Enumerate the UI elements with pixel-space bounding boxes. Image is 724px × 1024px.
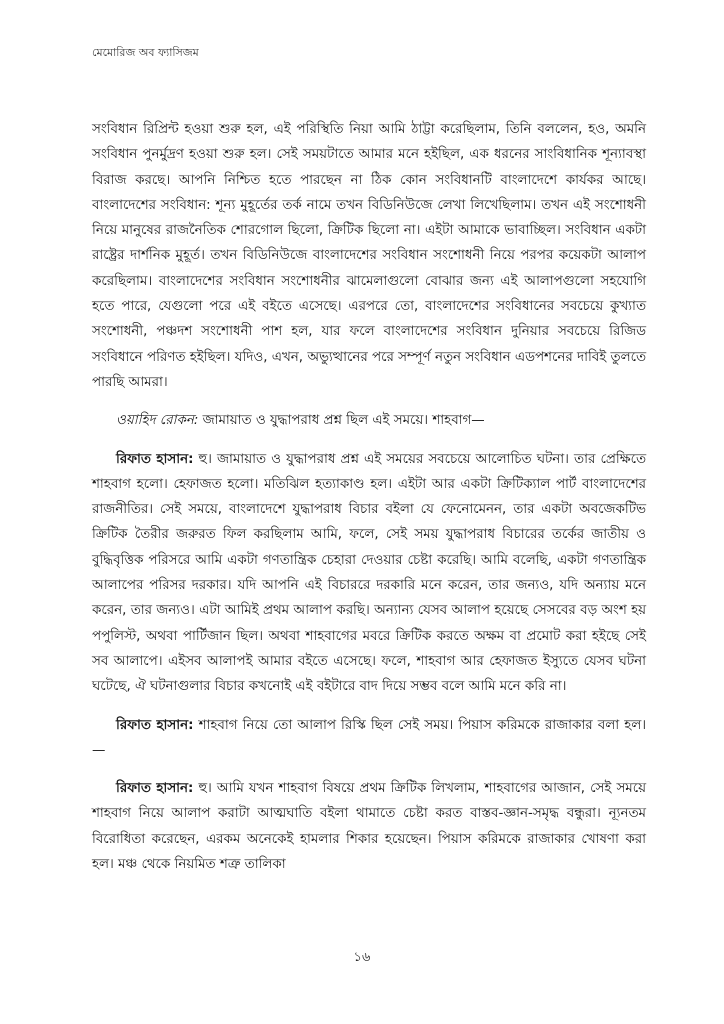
running-header: মেমোরিজ অব ফ্যাসিজম (92, 46, 199, 59)
paragraph-3-text: হু। জামায়াত ও যুদ্ধাপরাধ প্রশ্ন এই সময়ের সবচেয়ে আলোচিত ঘটনা। তার প্রেক্ষিতে শাহবাগ হলো। হেফাজত হলো। মতিঝিল হত্যাকাণ্ড হল। এইটা আর একটা ক্রিটিক্যাল পার্ট বাংলাদেশের রাজনীতির। সেই সময়ে, বাংলাদেশে যুদ্ধাপরাধ বিচার বইলা যে ফেনোমেনন, তার একটা অবজেকটিভ ক্রিটিক তৈরীর জরুরত ফিল করছিলাম আমি, ফলে, সেই সময় যুদ্ধাপরাধ বিচারের তর্কের জাতীয় ও বুদ্ধিবৃত্তিক পরিসরে আমি একটা গণতান্ত্রিক চেহারা দেওয়ার চেষ্টা করেছি। আমি বলেছি, একটা গণতান্ত্রিক আলাপের পরিসর দরকার। যদি আপনি এই বিচাররে দরকারি মনে করেন, তার জন্যও, যদি অন্যায় মনে করেন, তার জন্যও। এটা আমিই প্রথম আলাপ করছি। অন্যান্য যেসব আলাপ হয়েছে সেসবের বড় অংশ হয় পপুলিস্ট, অথবা পার্টিজান ছিল। অথবা শাহবাগের মবরে ক্রিটিক করতে অক্ষম বা প্রমোট করা হইছে সেই সব আলাপে। এইসব আলাপই আমার বইতে এসেছে। ফলে, শাহবাগ আর হেফাজত ইস্যুতে যেসব ঘটনা ঘটেছে, ঐ ঘটনাগুলার বিচার কখনোই এই বইটারে বাদ দিয়ে সম্ভব বলে আমি মনে করি না। (92, 451, 646, 695)
paragraph-2 (92, 408, 646, 433)
paragraph-5 (92, 776, 646, 877)
speaker-name: রিফাত হাসান: (116, 717, 194, 733)
paragraph-4 (92, 713, 646, 764)
paragraph-3 (92, 447, 646, 700)
page-number: ১৬ (353, 950, 371, 965)
speaker-name: রিফাত হাসান: (116, 451, 194, 467)
speaker-name: রিফাত হাসান: (116, 781, 194, 797)
body-text (92, 117, 646, 890)
interviewer-name: ওয়াহিদ রোকন: (116, 413, 199, 429)
paragraph-4-text: শাহবাগ নিয়ে তো আলাপ রিস্কি ছিল সেই সময়। পিয়াস করিমকে রাজাকার বলা হল।— (92, 717, 647, 758)
paragraph-5-text: হু। আমি যখন শাহবাগ বিষয়ে প্রথম ক্রিটিক লিখলাম, শাহবাগের আজান, সেই সময়ে শাহবাগ নিয়ে আলাপ করাটা আত্মঘাতি বইলা থামাতে চেষ্টা করত বাস্তব-জ্ঞান-সমৃদ্ধ বন্ধুরা। ন্যূনতম বিরোধিতা করেছেন, এরকম অনেকেই হামলার শিকার হয়েছেন। পিয়াস করিমকে রাজাকার খোষণা করা হল। মঞ্চ থেকে নিয়মিত শত্রু তালিকা (92, 781, 646, 873)
paragraph-2-text: জামায়াত ও যুদ্ধাপরাধ প্রশ্ন ছিল এই সময়ে। শাহবাগ— (198, 413, 485, 429)
paragraph-1-text: সংবিধান রিপ্রিন্ট হওয়া শুরু হল, এই পরিস্থিতি নিয়া আমি ঠাট্টা করেছিলাম, তিনি বললেন, হও, অমনি সংবিধান পুনর্মুদ্রণ হওয়া শুরু হল। সেই সময়টাতে আমার মনে হইছিল, এক ধরনের সাংবিধানিক শূন্যাবস্থা বিরাজ করছে। আপনি নিশ্চিত হতে পারছেন না ঠিক কোন সংবিধানটি বাংলাদেশে কার্যকর আছে। বাংলাদেশের সংবিধান: শূন্য মুহূর্তের তর্ক নামে তখন বিডিনিউজে লেখা লিখেছিলাম। তখন এই সংশোধনী নিয়ে মানুষের রাজনৈতিক শোরগোল ছিলো, ক্রিটিক ছিলো না। এইটা আমাকে ভাবাচ্ছিল। সংবিধান একটা রাষ্ট্রের দার্শনিক মুহূর্ত। তখন বিডিনিউজে বাংলাদেশের সংবিধান সংশোধনী নিয়ে পরপর কয়েকটা আলাপ করেছিলাম। বাংলাদেশের সংবিধান সংশোধনীর ঝামেলাগুলো বোঝার জন্য এই আলাপগুলো সহযোগি হতে পারে, যেগুলো পরে এই বইতে এসেছে। এরপরে তো, বাংলাদেশের সংবিধানের সবচেয়ে কুখ্যাত সংশোধনী, পঞ্চদশ সংশোধনী পাশ হল, যার ফলে বাংলাদেশের সংবিধান দুনিয়ার সবচেয়ে রিজিড সংবিধানে পরিণত হইছিল। যদিও, এখন, অভ্যুত্থানের পরে সম্পূর্ণ নতুন সংবিধান এডপশনের দাবিই তুলতে পারছি আমরা। (92, 122, 646, 390)
paragraph-1 (92, 117, 646, 395)
